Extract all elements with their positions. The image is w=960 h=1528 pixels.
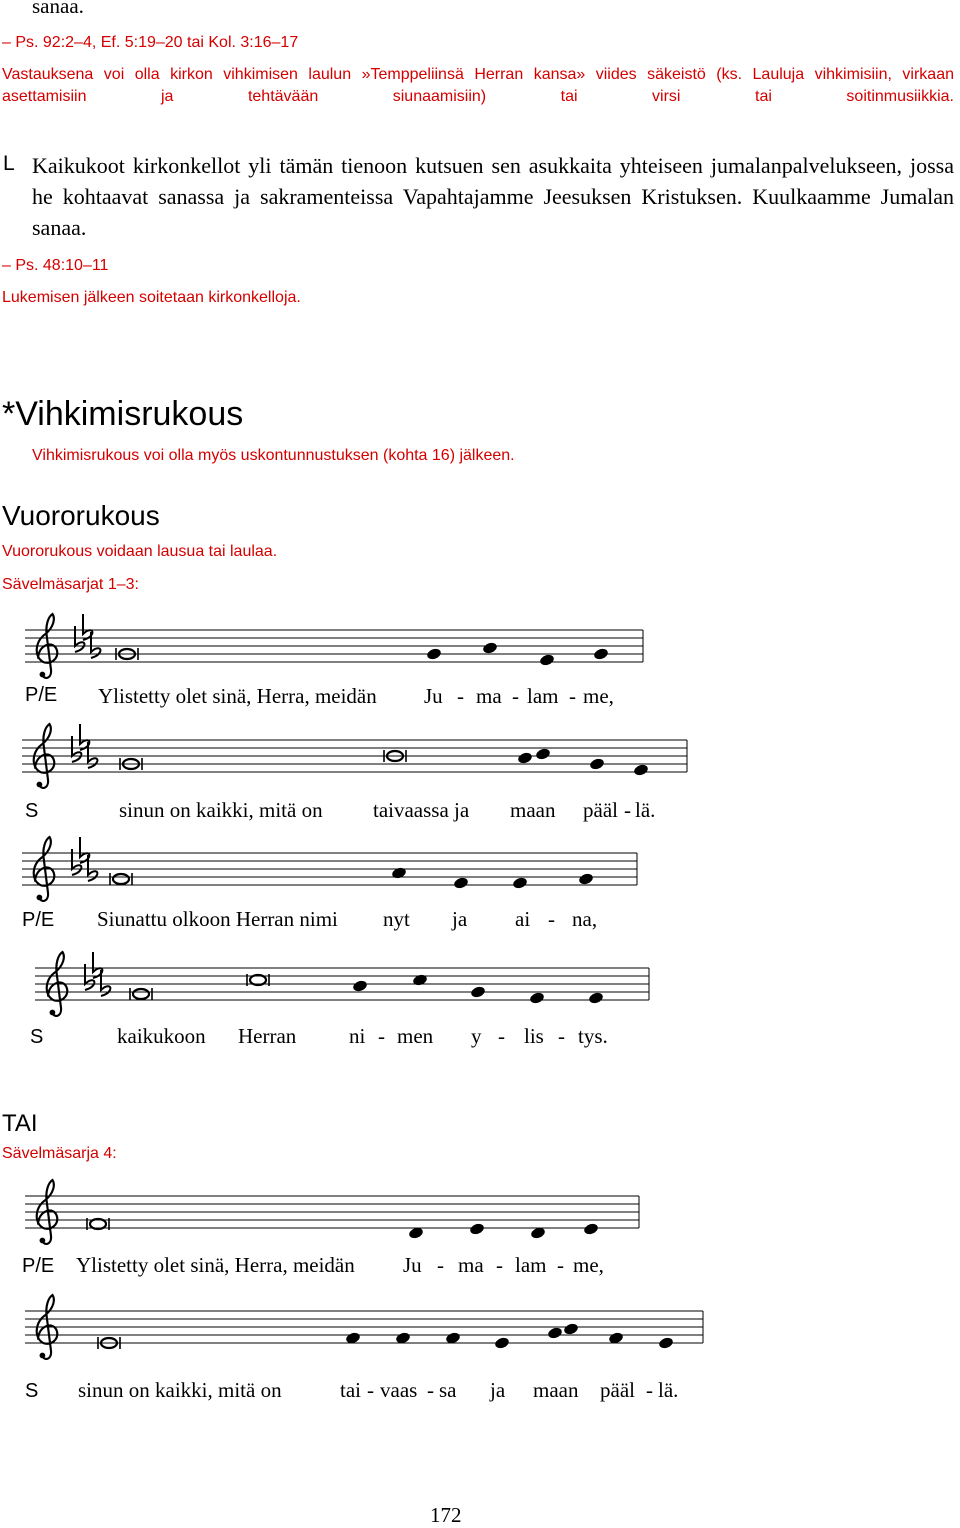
speaker-s: S [25, 1380, 39, 1402]
lyric: na, [572, 907, 598, 931]
staff-4 [35, 958, 655, 1018]
section-title: *Vihkimisrukous [2, 395, 244, 433]
note-quarter [583, 1222, 599, 1236]
lyric: - [367, 1378, 374, 1402]
note-quarter [412, 973, 428, 987]
staff-3 [22, 843, 642, 903]
lyric: - [437, 1253, 444, 1277]
lyric: Siunattu olkoon Herran nimi [97, 907, 338, 931]
lyric: pääl [600, 1378, 635, 1402]
note-quarter [517, 751, 533, 765]
note-quarter [578, 872, 594, 886]
note-quarter [469, 1222, 485, 1236]
lyric: y [471, 1024, 482, 1048]
lyric: Ju [424, 684, 443, 708]
lyric: lä. [658, 1378, 679, 1402]
lyric: Ylistetty olet sinä, Herra, meidän [76, 1253, 355, 1277]
rubric-response: Vastauksena voi olla kirkon vihkimisen laulun »Temppeliinsä Herran kansa» viides säkeistö (ks. Lauluja vihkimisiin, virkaan asettamisiin ja tehtävään siunaamisiin) tai virsi tai soitinmusiikkia. [2, 66, 954, 105]
lyric: ma [476, 684, 502, 708]
note-quarter [529, 991, 545, 1005]
lyric: lis [524, 1024, 544, 1048]
speaker-s: S [25, 800, 39, 822]
lyric: Ju [403, 1253, 422, 1277]
lyric: - [427, 1378, 434, 1402]
staff-2 [22, 730, 692, 790]
lyric: - [548, 907, 555, 931]
lyric: vaas [380, 1378, 418, 1402]
note-quarter [470, 985, 486, 999]
lyric: men [397, 1024, 434, 1048]
lyric: - [512, 684, 519, 708]
note-quarter [494, 1336, 510, 1350]
lyric: lam [515, 1253, 547, 1277]
speaker-s: S [30, 1026, 44, 1048]
lyric: tys. [578, 1024, 608, 1048]
staff-5 [25, 1190, 645, 1250]
lyric: nyt [383, 907, 410, 931]
note-quarter [482, 641, 498, 655]
lyric: sinun on kaikki, mitä on [119, 798, 323, 822]
note-quarter [512, 876, 528, 890]
reading-ref-2: – Ps. 48:10–11 [2, 257, 109, 274]
lyric: lä. [635, 798, 656, 822]
alt-label: TAI [2, 1110, 38, 1137]
melody-label-2: Sävelmäsarja 4: [2, 1145, 117, 1162]
melody-label-1: Sävelmäsarjat 1–3: [2, 576, 139, 593]
lyric: sa [439, 1378, 457, 1402]
staff-6 [25, 1305, 710, 1365]
note-quarter [539, 653, 555, 667]
section-note: Vihkimisrukous voi olla myös uskontunnustuksen (kohta 16) jälkeen. [32, 447, 515, 464]
note-quarter [535, 747, 551, 761]
note-breve [110, 873, 132, 885]
lyric: ai [515, 907, 531, 931]
reading-ref-1: – Ps. 92:2–4, Ef. 5:19–20 tai Kol. 3:16–17 [2, 34, 299, 51]
lyric: - [378, 1024, 385, 1048]
note-quarter [589, 757, 605, 771]
lyric: lam [527, 684, 559, 708]
lyric: ja [452, 907, 468, 931]
subsection-note: Vuororukous voidaan lausua tai laulaa. [2, 543, 278, 560]
note-quarter [426, 647, 442, 661]
lyric: me, [583, 684, 614, 708]
lyric: - [558, 1024, 565, 1048]
note-quarter [453, 876, 469, 890]
staff-1 [25, 620, 650, 680]
lyric: maan [533, 1378, 579, 1402]
speaker-l: L [3, 152, 15, 175]
lyric: pääl [583, 798, 618, 822]
lyric: me, [573, 1253, 604, 1277]
lyric: maan [510, 798, 556, 822]
note-quarter [563, 1322, 579, 1336]
lyric: ma [458, 1253, 484, 1277]
lyric: - [498, 1024, 505, 1048]
subsection-title: Vuororukous [2, 500, 160, 531]
lyric: Ylistetty olet sinä, Herra, meidän [98, 684, 377, 708]
lyric: tai [340, 1378, 361, 1402]
speaker-pe: P/E [22, 1255, 55, 1277]
lyric: - [457, 684, 464, 708]
page-number: 172 [430, 1503, 462, 1527]
note-quarter [352, 979, 368, 993]
lyric: - [496, 1253, 503, 1277]
lyric: ja [490, 1378, 506, 1402]
note-breve [130, 988, 152, 1000]
rubric-bells: Lukemisen jälkeen soitetaan kirkonkelloja. [2, 289, 301, 306]
note-quarter [633, 763, 649, 777]
note-quarter [547, 1326, 563, 1340]
note-quarter [593, 647, 609, 661]
top-fragment: sanaa. [32, 0, 84, 18]
lyric: - [624, 798, 631, 822]
note-quarter [391, 866, 407, 880]
lyric: Herran [238, 1024, 297, 1048]
liturgist-text: Kaikukoot kirkonkellot yli tämän tienoon kutsuen sen asukkaita yhteiseen jumalanpalvelukseen, jossa he kohtaavat sanassa ja sakramenteissa Vapahtajamme Jeesuksen Kristuksen. Kuulkaamme Jumalan sanaa. [32, 153, 954, 240]
lyric: ni [349, 1024, 366, 1048]
note-quarter [588, 991, 604, 1005]
speaker-pe: P/E [22, 909, 55, 931]
lyric: - [569, 684, 576, 708]
note-quarter [658, 1336, 674, 1350]
lyric: taivaassa ja [373, 798, 470, 822]
lyric: - [646, 1378, 653, 1402]
lyric: sinun on kaikki, mitä on [78, 1378, 282, 1402]
lyric: - [557, 1253, 564, 1277]
speaker-pe: P/E [25, 684, 58, 706]
lyric: kaikukoon [117, 1024, 206, 1048]
